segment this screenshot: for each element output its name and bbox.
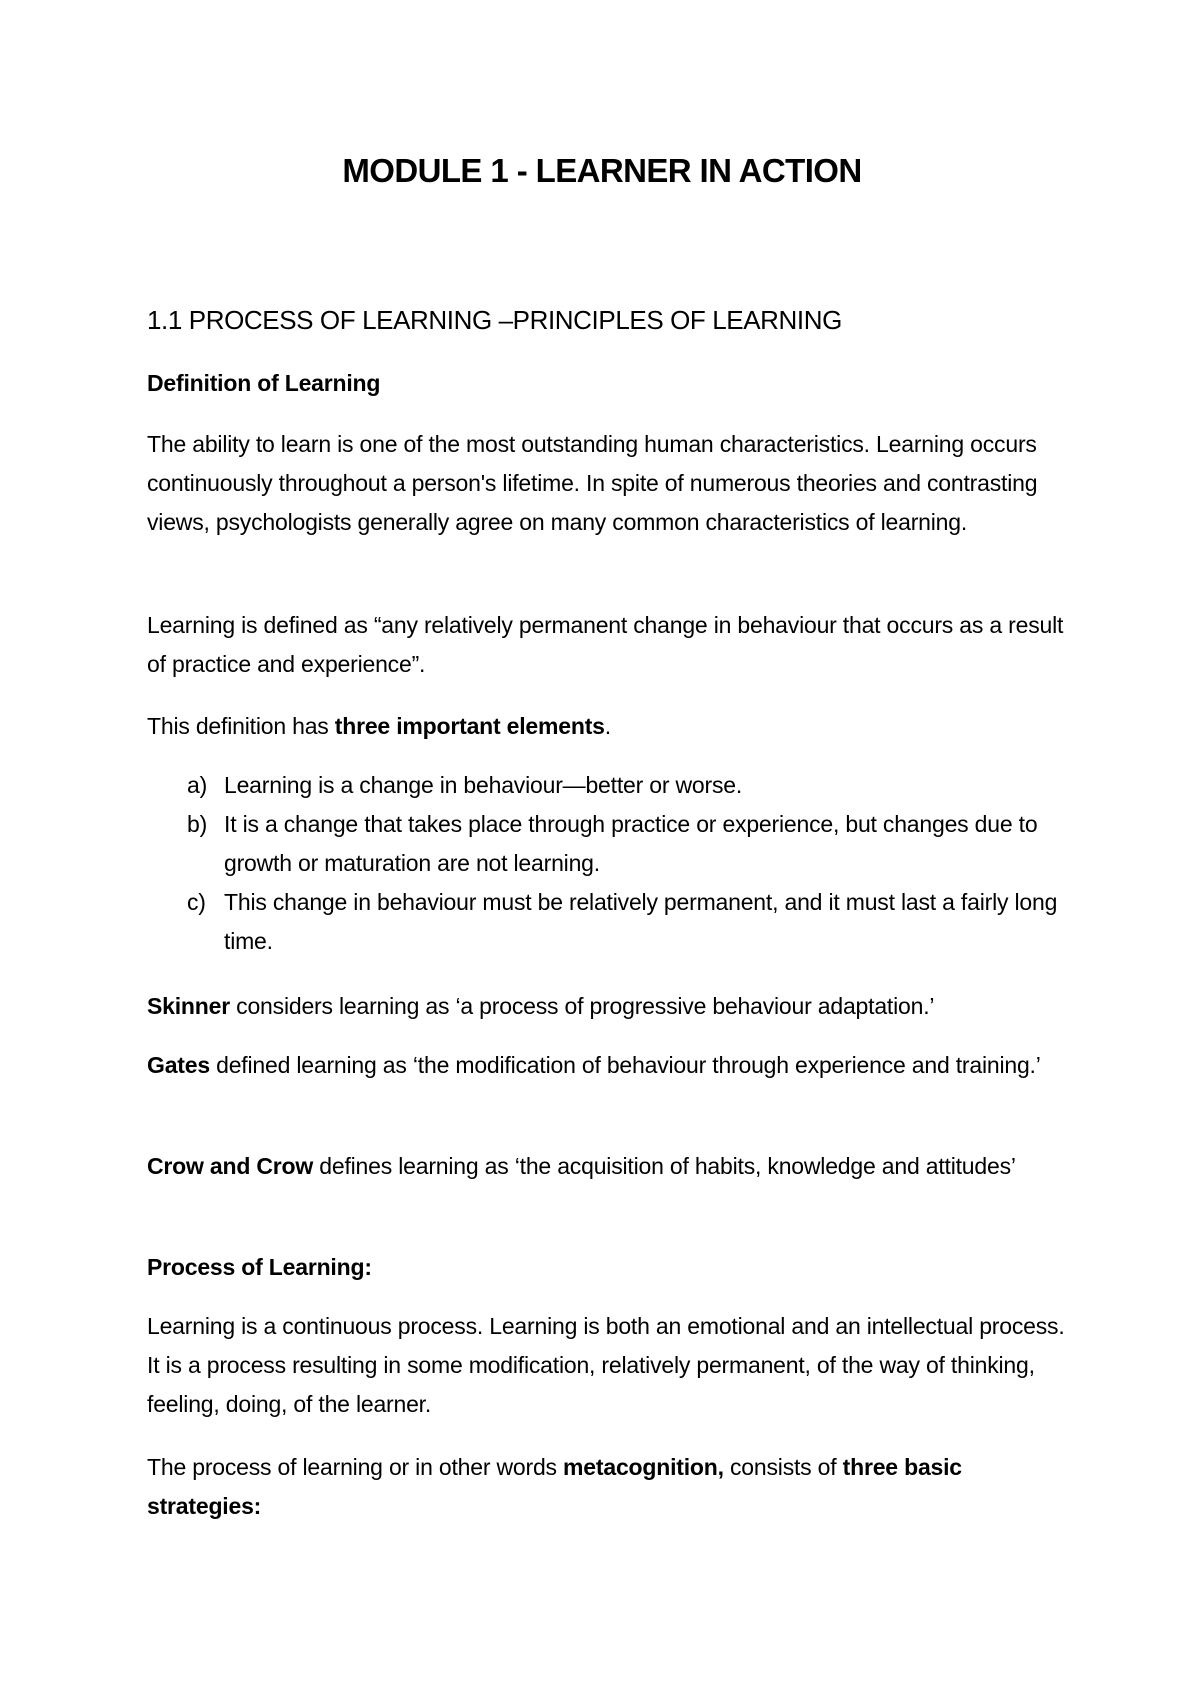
metacognition-bold-strategies: three basic strategies: xyxy=(147,1454,962,1519)
skinner-paragraph xyxy=(147,987,1067,1026)
elements-lead-bold: three important elements xyxy=(334,713,605,739)
list-item-text: This change in behaviour must be relatively permanent, and it must last a fairly long time. xyxy=(224,889,1058,954)
list-item-text: It is a change that takes place through practice or experience, but changes due to growth or maturation are not learning. xyxy=(224,811,1038,876)
metacognition-bold-term: metacognition, xyxy=(563,1454,724,1480)
process-heading: Process of Learning: xyxy=(147,1254,372,1280)
gates-name: Gates xyxy=(147,1052,210,1078)
elements-lead-prefix: This definition has xyxy=(147,713,335,739)
crow-paragraph xyxy=(147,1147,1067,1186)
skinner-name: Skinner xyxy=(147,993,230,1019)
metacognition-paragraph xyxy=(147,1448,1067,1526)
definition-heading: Definition of Learning xyxy=(147,370,381,396)
gates-text: defined learning as ‘the modification of behaviour through experience and training.’ xyxy=(209,1052,1041,1078)
list-marker: c) xyxy=(187,889,206,915)
list-item xyxy=(147,805,1067,883)
gates-paragraph xyxy=(147,1046,1067,1085)
crow-text: defines learning as ‘the acquisition of habits, knowledge and attitudes’ xyxy=(313,1153,1016,1179)
elements-lead-suffix: . xyxy=(604,713,611,739)
list-item xyxy=(147,766,1067,805)
elements-lead-paragraph xyxy=(147,707,1067,746)
elements-list xyxy=(147,766,1067,961)
metacognition-middle: consists of xyxy=(723,1454,843,1480)
list-marker: a) xyxy=(187,772,208,798)
list-item xyxy=(147,883,1067,961)
module-title: MODULE 1 - LEARNER IN ACTION xyxy=(342,152,862,189)
section-heading: 1.1 PROCESS OF LEARNING –PRINCIPLES OF LEARNING xyxy=(147,305,842,335)
crow-name: Crow and Crow xyxy=(147,1153,314,1179)
skinner-text: considers learning as ‘a process of progressive behaviour adaptation.’ xyxy=(229,993,935,1019)
list-marker: b) xyxy=(187,811,208,837)
intro-paragraph: The ability to learn is one of the most outstanding human characteristics. Learning occurs continuously throughout a person's lifetime. In spite of numerous theories and contrasting views, psychologists generally agree on many common characteristics of learning. xyxy=(147,431,1038,535)
metacognition-prefix: The process of learning or in other words xyxy=(147,1454,564,1480)
process-paragraph: Learning is a continuous process. Learning is both an emotional and an intellectual process. It is a process resulting in some modification, relatively permanent, of the way of thinking, feeling, doing, of the learner. xyxy=(147,1313,1065,1417)
definition-paragraph: Learning is defined as “any relatively permanent change in behaviour that occurs as a result of practice and experience”. xyxy=(147,612,1064,677)
list-item-text: Learning is a change in behaviour—better or worse. xyxy=(224,772,743,798)
